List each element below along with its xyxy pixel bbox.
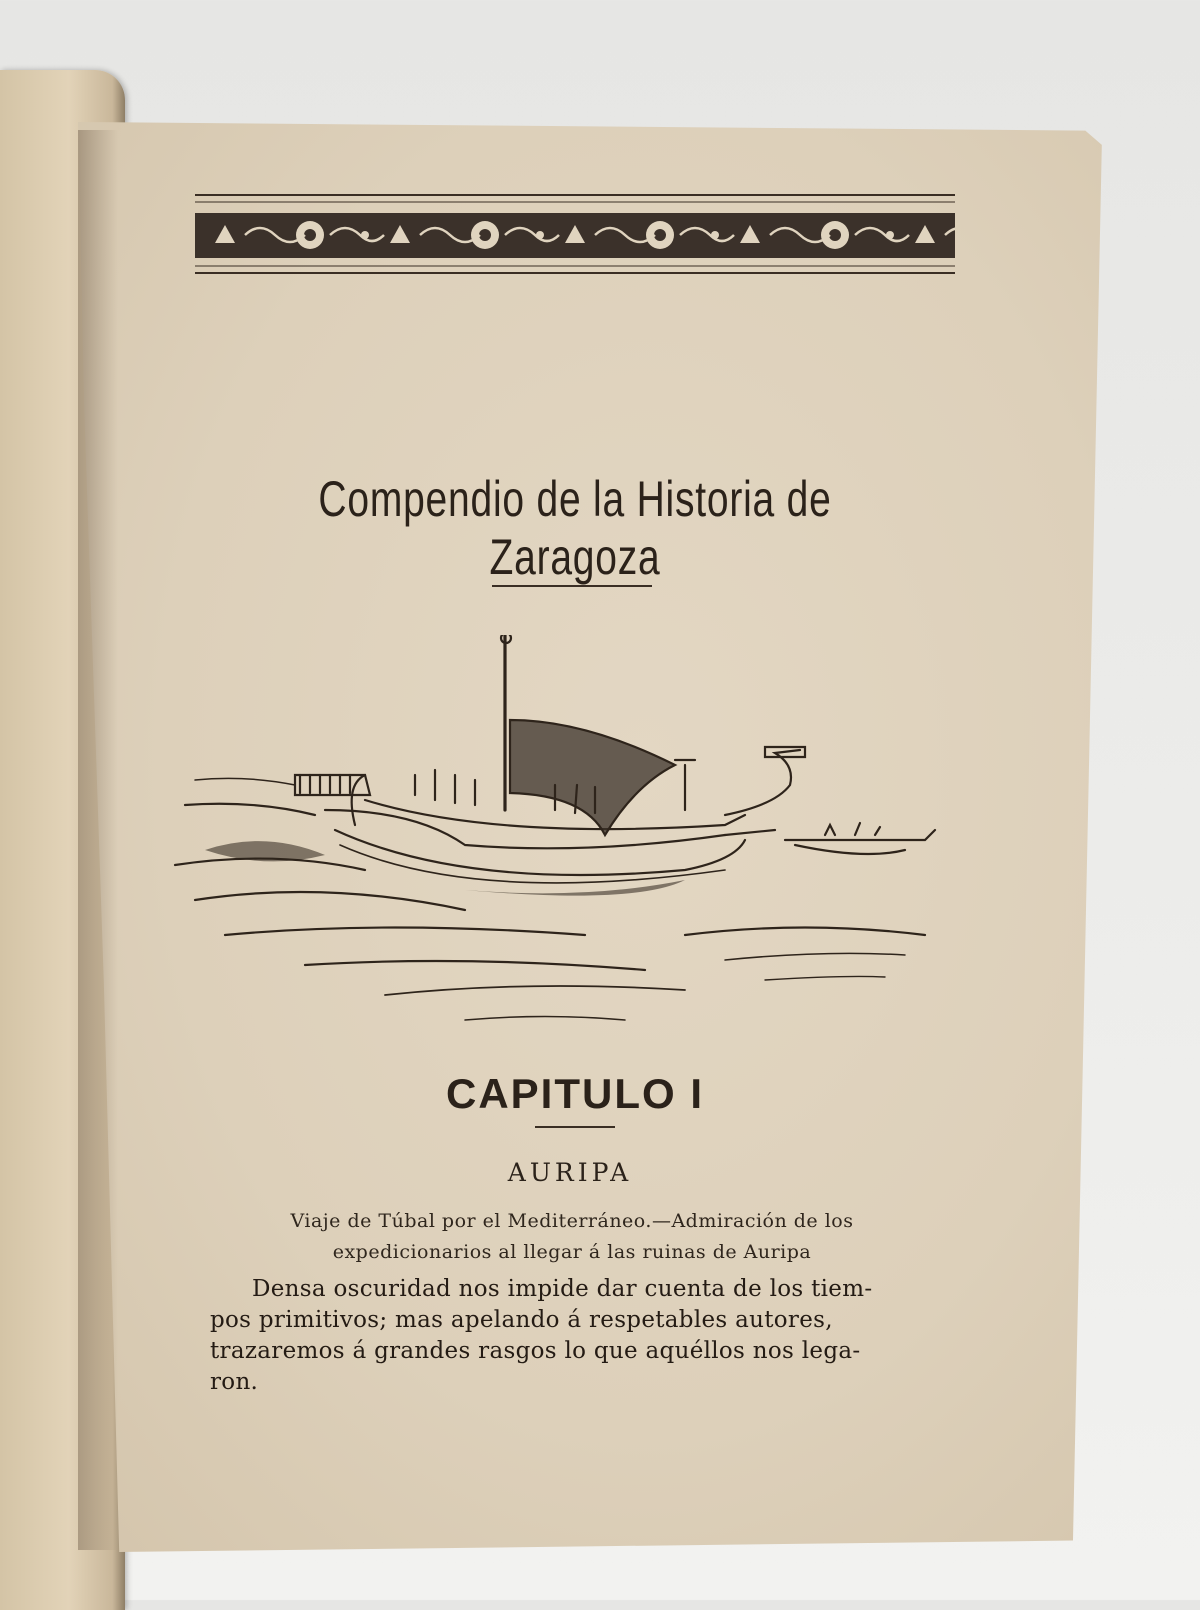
ornament-mark [654,229,666,241]
ornament-mark [829,229,841,241]
paragraph-line: ron. [210,1369,259,1395]
ornamental-border [195,193,955,283]
galley-illustration [165,635,955,1035]
chapter-summary [212,1206,932,1268]
paragraph-line [210,1274,930,1305]
gutter-shadow [78,130,118,1550]
chapter-heading: CAPITULO I [446,1070,704,1117]
summary-line: expedicionarios al llegar á las ruinas de Auripa [332,1241,812,1263]
ornament-mark [536,231,544,239]
ornament-mark [479,229,491,241]
chapter-underline [535,1126,615,1128]
paragraph-line: trazaremos á grandes rasgos lo que aquéllos nos lega- [210,1338,861,1364]
paragraph-line: pos primitivos; mas apelando á respetables autores, [210,1307,833,1333]
summary-line: Viaje de Túbal por el Mediterráneo.—Admiración de los [290,1210,854,1232]
body-paragraph [210,1274,930,1398]
ornament-mark [304,229,316,241]
ornament-mark [361,231,369,239]
book-title: Compendio de la Historia de Zaragoza [318,471,832,585]
paragraph-line-text: Densa oscuridad nos impide dar cuenta de los tiem- [252,1276,873,1302]
title-underline [492,585,652,587]
ornament-mark [886,231,894,239]
chapter-title: AURIPA [507,1158,633,1187]
ornament-mark [711,231,719,239]
